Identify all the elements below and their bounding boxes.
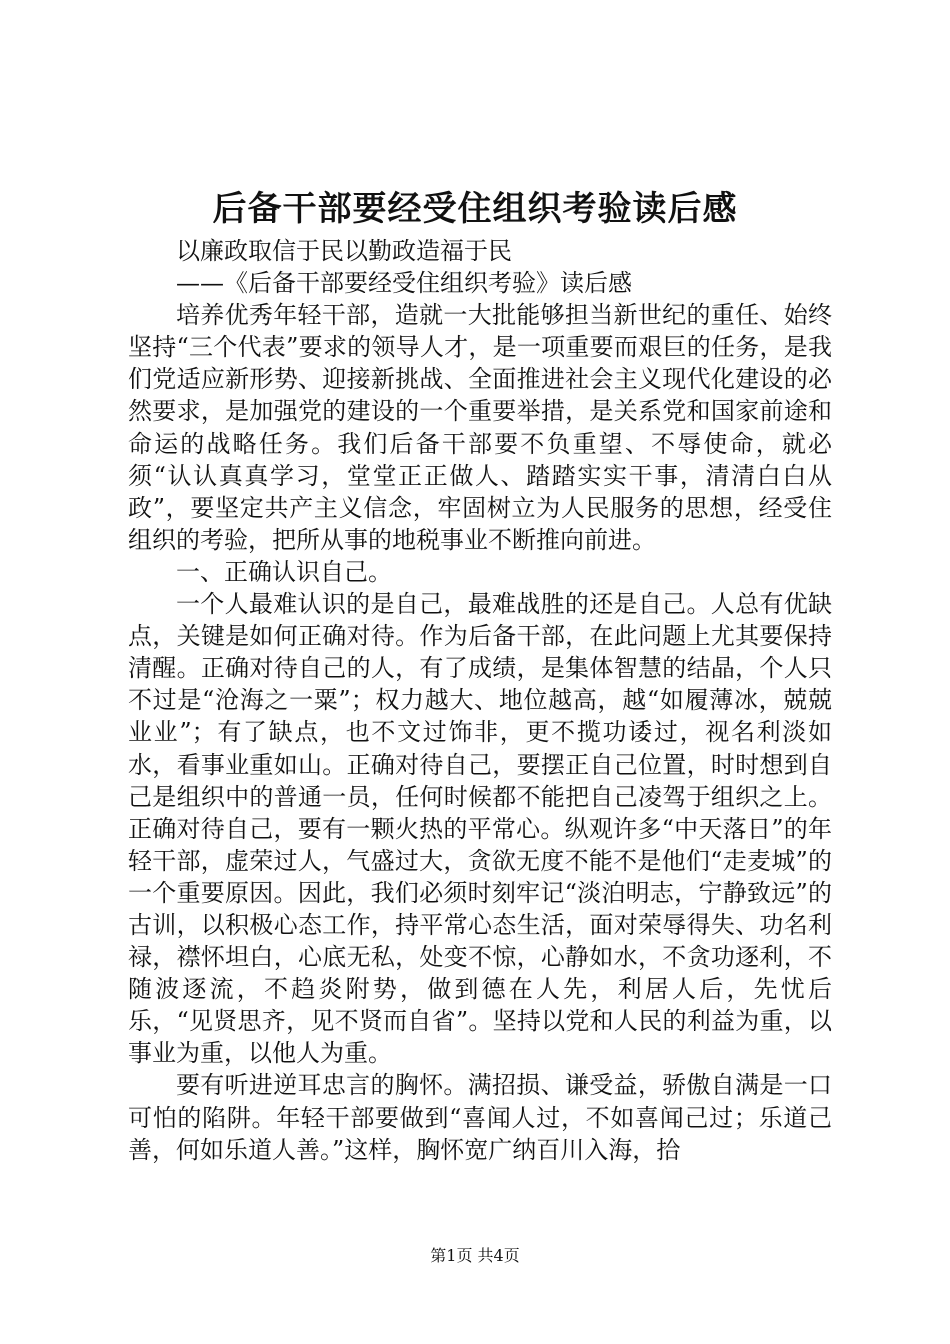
paragraph: 要有听进逆耳忠言的胸怀。满招损、谦受益，骄傲自满是一口可怕的陷阱。年轻干部要做到“喜闻人过，不如喜闻己过；乐道己善，何如乐道人善。”这样，胸怀宽广纳百川入海，拾	[128, 1071, 832, 1164]
page-number-footer: 第1页 共4页	[430, 1246, 520, 1265]
paragraph: 一个人最难认识的是自己，最难战胜的还是自己。人总有优缺点，关键是如何正确对待。作为后备干部，在此问题上尤其要保持清醒。正确对待自己的人，有了成绩，是集体智慧的结晶，个人只不过是“沧海之一粟”；权力越大、地位越高，越“如履薄冰，兢兢业业”；有了缺点，也不文过饰非，更不揽功诿过，视名利淡如水，看事业重如山。正确对待自己，要摆正自己位置，时时想到自己是组织中的普通一员，任何时候都不能把自己凌驾于组织之上。正确对待自己，要有一颗火热的平常心。纵观许多“中天落日”的年轻干部，虚荣过人，气盛过大，贪欲无度不能不是他们“走麦城”的一个重要原因。因此，我们必须时刻牢记“淡泊明志，宁静致远”的古训，以积极心态工作，持平常心态生活，面对荣辱得失、功名利禄，襟怀坦白，心底无私，处变不惊，心静如水，不贪功逐利，不随波逐流，不趋炎附势，做到德在人先，利居人后，先忧后乐，“见贤思齐，见不贤而自省”。坚持以党和人民的利益为重，以事业为重，以他人为重。	[128, 590, 832, 1068]
document-title: 后备干部要经受住组织考验读后感	[212, 189, 738, 229]
section-heading: 一、正确认识自己。	[176, 557, 392, 586]
subtitle-source-line: ——《后备干部要经受住组织考验》读后感	[176, 269, 632, 298]
document-body	[128, 235, 832, 1166]
subtitle-line: 以廉政取信于民以勤政造福于民	[176, 237, 512, 265]
paragraph: 培养优秀年轻干部，造就一大批能够担当新世纪的重任、始终坚持“三个代表”要求的领导人才，是一项重要而艰巨的任务，是我们党适应新形势、迎接新挑战、全面推进社会主义现代化建设的必然要求，是加强党的建设的一个重要举措，是关系党和国家前途和命运的战略任务。我们后备干部要不负重望、不辱使命，就必须“认认真真学习，堂堂正正做人、踏踏实实干事，清清白白从政”，要坚定共产主义信念，牢固树立为人民服务的思想，经受住组织的考验，把所从事的地税事业不断推向前进。	[128, 301, 832, 554]
